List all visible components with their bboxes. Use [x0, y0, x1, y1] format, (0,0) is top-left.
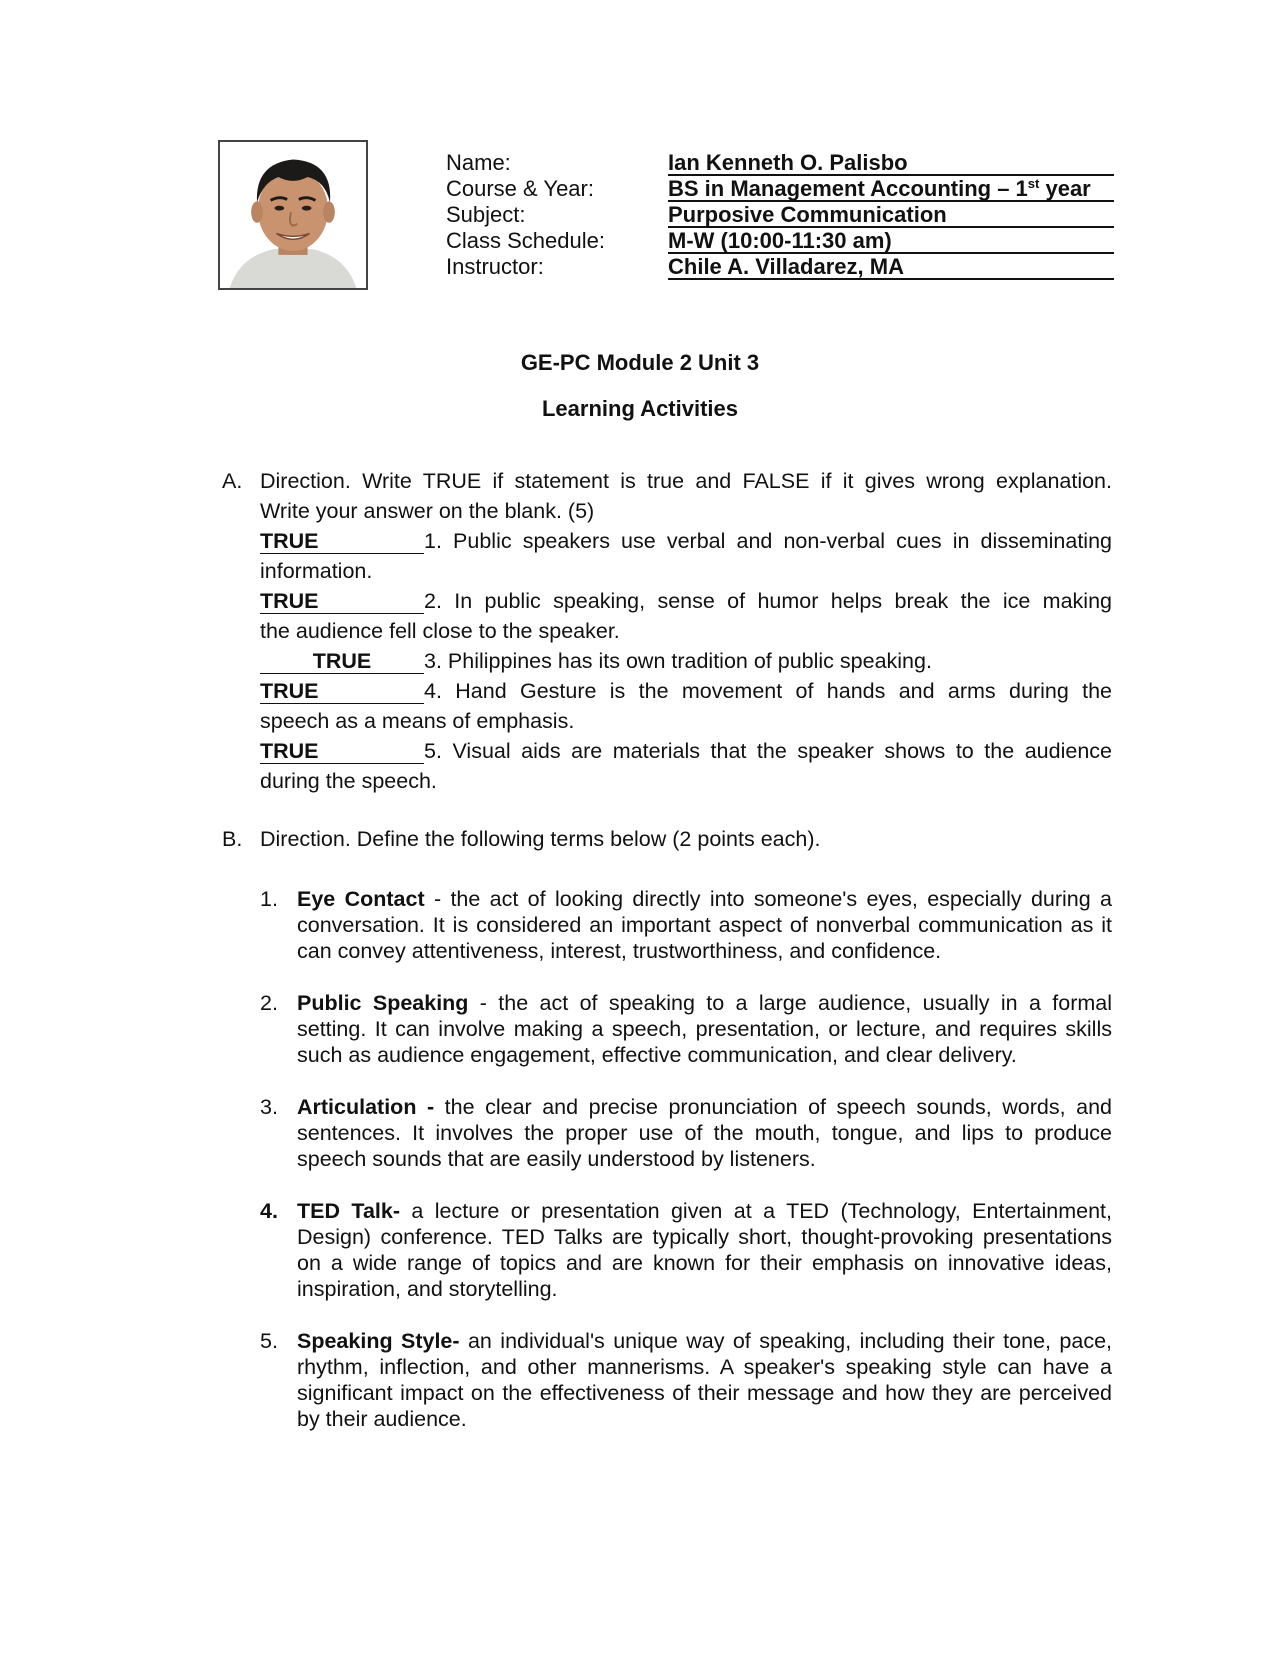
item-2-text: 2. In public speaking, sense of humor helps break the ice making	[424, 589, 1112, 613]
definition-text-2	[297, 990, 1112, 1068]
true-false-item-2	[260, 586, 1112, 616]
student-photo	[218, 140, 368, 290]
section-b-direction: Direction. Define the following terms below (2 points each).	[260, 827, 821, 851]
item-1-text: 1. Public speakers use verbal and non-verbal cues in disseminating	[424, 529, 1112, 553]
answer-blank-2: TRUE	[260, 589, 424, 614]
answer-blank-1: TRUE	[260, 529, 424, 554]
instructor-value: Chile A. Villadarez, MA	[668, 254, 1114, 280]
answer-blank-5: TRUE	[260, 739, 424, 764]
info-row-schedule	[446, 228, 1116, 254]
subject-value: Purposive Communication	[668, 202, 1114, 228]
answer-blank-3: TRUE	[260, 649, 424, 674]
definition-num-2: 2.	[260, 991, 278, 1015]
name-value: Ian Kenneth O. Palisbo	[668, 150, 1114, 176]
definition-ted-talk: a lecture or presentation given at a TED (Technology, Entertainment, Design) conference. TED Talks are typically short, thought-provoking presentations on a wide range of topics and are known for their emphasis on innovative ideas, inspiration, and storytelling.	[297, 1199, 1113, 1301]
definition-text-3	[297, 1094, 1112, 1172]
section-a-letter: A.	[222, 469, 243, 493]
course-value-suffix: year	[1039, 176, 1091, 201]
definition-text-4	[297, 1198, 1112, 1302]
info-row-name	[446, 150, 1116, 176]
term-speaking-style: Speaking Style-	[297, 1329, 460, 1353]
definition-articulation: the clear and precise pronunciation of speech sounds, words, and sentences. It involves the proper use of the mouth, tongue, and lips to produce speech sounds that are easily understood by listeners.	[297, 1095, 1112, 1171]
term-articulation: Articulation -	[297, 1095, 435, 1119]
info-row-course	[446, 176, 1116, 202]
schedule-label: Class Schedule:	[446, 228, 605, 253]
item-5-text: 5. Visual aids are materials that the speaker shows to the audience	[424, 739, 1112, 763]
schedule-value: M-W (10:00-11:30 am)	[668, 228, 1114, 254]
definition-num-5: 5.	[260, 1329, 278, 1353]
definition-public-speaking: - the act of speaking to a large audience, usually in a formal setting. It can involve making a speech, presentation, or lecture, and requires skills such as audience engagement, effective communication, and clear delivery.	[297, 991, 1112, 1067]
info-row-instructor	[446, 254, 1116, 280]
true-false-item-5	[260, 736, 1112, 766]
portrait-illustration	[220, 142, 366, 288]
item-4-text: 4. Hand Gesture is the movement of hands and arms during the	[424, 679, 1112, 703]
instructor-label: Instructor:	[446, 254, 544, 279]
course-value	[668, 176, 1114, 202]
term-ted-talk: TED Talk-	[297, 1199, 400, 1223]
definition-text-1	[297, 886, 1112, 964]
definition-speaking-style: an individual's unique way of speaking, including their tone, pace, rhythm, inflection, and other mannerisms. A speaker's speaking style can have a significant impact on the effectiveness of their message and how they are perceived by their audience.	[297, 1329, 1113, 1431]
true-false-item-4	[260, 676, 1112, 706]
definition-num-1: 1.	[260, 887, 278, 911]
true-false-item-3	[260, 646, 1112, 676]
student-info	[446, 150, 1116, 280]
item-3-text: 3. Philippines has its own tradition of public speaking.	[424, 649, 932, 673]
term-public-speaking: Public Speaking	[297, 991, 469, 1015]
name-label: Name:	[446, 150, 511, 175]
info-row-subject	[446, 202, 1116, 228]
course-label: Course & Year:	[446, 176, 594, 201]
definition-num-3: 3.	[260, 1095, 278, 1119]
definition-text-5	[297, 1328, 1112, 1432]
subject-label: Subject:	[446, 202, 526, 227]
section-a-direction-line1: Direction. Write TRUE if statement is true and FALSE if it gives wrong explanation.	[260, 469, 1112, 493]
item-1-continuation: information.	[260, 559, 373, 583]
term-eye-contact: Eye Contact	[297, 887, 425, 911]
item-5-continuation: during the speech.	[260, 769, 437, 793]
true-false-item-1	[260, 526, 1112, 556]
item-4-continuation: speech as a means of emphasis.	[260, 709, 575, 733]
section-b-letter: B.	[222, 827, 243, 851]
section-a-direction-line2: Write your answer on the blank. (5)	[260, 499, 595, 523]
module-title: GE-PC Module 2 Unit 3	[520, 350, 760, 375]
activities-title: Learning Activities	[541, 396, 738, 421]
definition-num-4: 4.	[260, 1199, 278, 1223]
answer-blank-4: TRUE	[260, 679, 424, 704]
course-value-sup: st	[1027, 176, 1040, 191]
item-2-continuation: the audience fell close to the speaker.	[260, 619, 620, 643]
definition-eye-contact: - the act of looking directly into someone's eyes, especially during a conversation. It is considered an important aspect of nonverbal communication as it can convey attentiveness, interest, trustworthiness, and confidence.	[297, 887, 1112, 963]
course-value-text: BS in Management Accounting – 1	[668, 176, 1028, 201]
